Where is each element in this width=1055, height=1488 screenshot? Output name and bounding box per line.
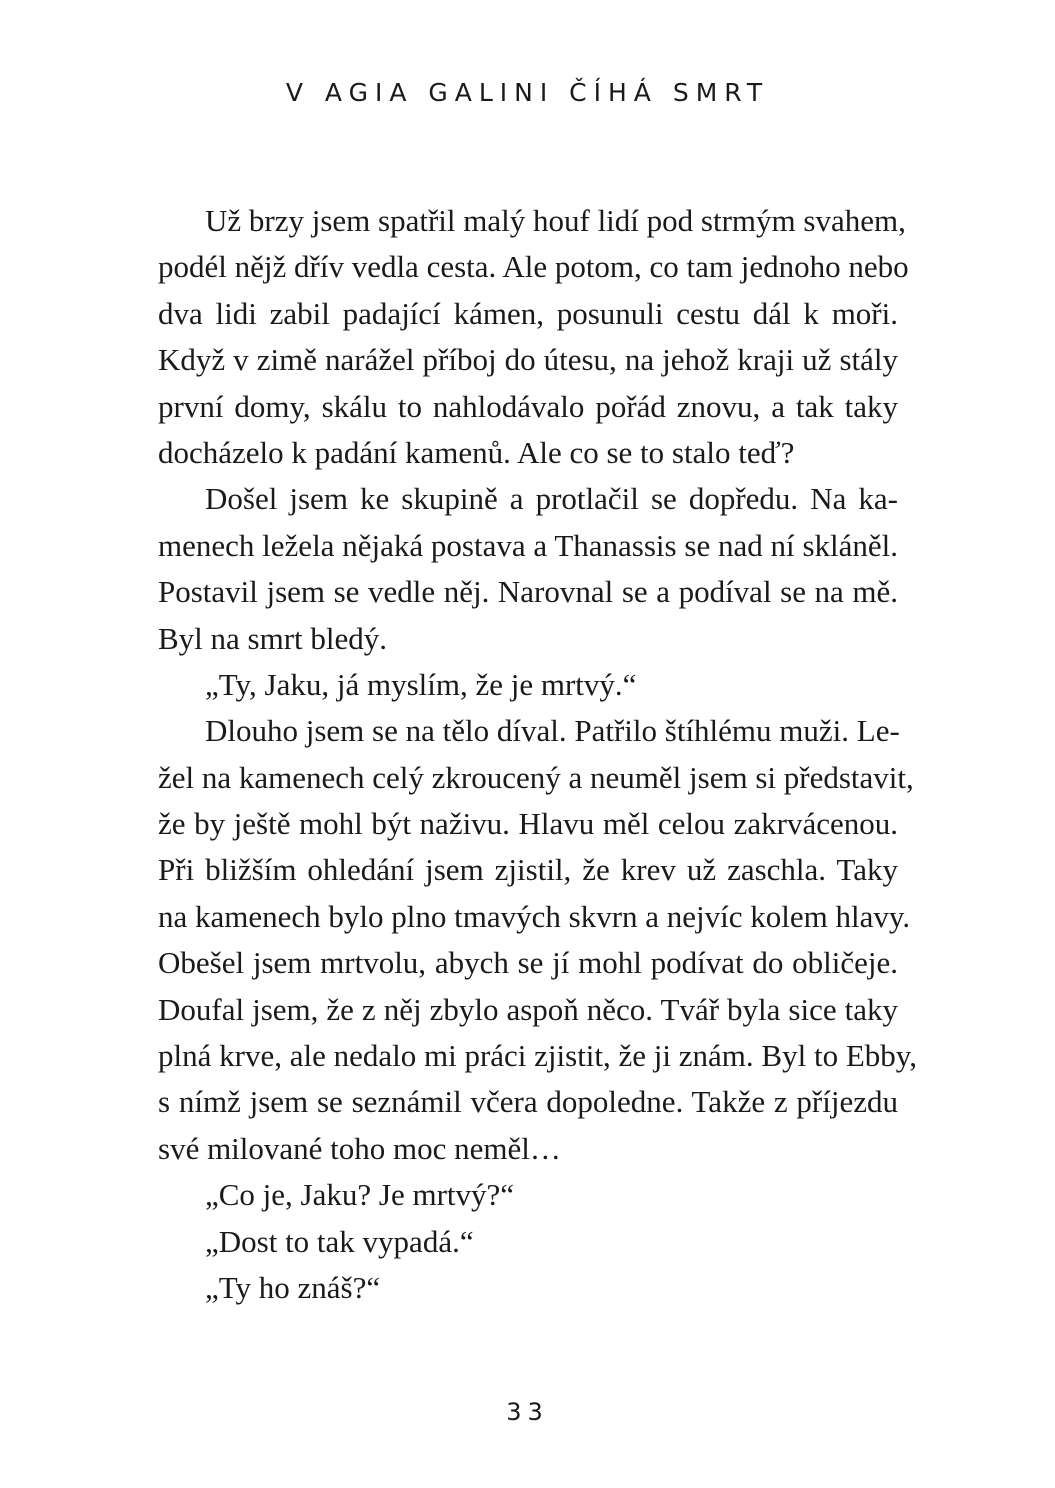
text-line: plná krve, ale nedalo mi práci zjistit, že ji znám. Byl to Ebby, [158, 1038, 917, 1074]
text-line: Při bližším ohledání jsem zjistil, že krev už zaschla. Taky [158, 852, 898, 888]
text-line: Obešel jsem mrtvolu, abych se jí mohl podívat do obličeje. [158, 945, 898, 981]
text-line: s nímž jsem se seznámil včera dopoledne. Takže z příjezdu [158, 1084, 898, 1120]
text-line: „Ty, Jaku, já myslím, že je mrtvý.“ [205, 666, 637, 702]
body-text [158, 198, 917, 1311]
text-line: Postavil jsem se vedle něj. Narovnal se a podíval se na mě. [158, 574, 898, 610]
running-head: V AGIA GALINI ČÍHÁ SMRT [285, 78, 770, 107]
text-line: dva lidi zabil padající kámen, posunuli cestu dál k moři. [158, 295, 898, 331]
text-line: Byl na smrt bledý. [158, 620, 388, 656]
text-line: žel na kamenech celý zkroucený a neuměl jsem si představit, [158, 759, 914, 795]
text-line: na kamenech bylo plno tmavých skvrn a nejvíc kolem hlavy. [158, 898, 911, 934]
page-number: 33 [506, 1398, 549, 1426]
text-line: „Ty ho znáš?“ [205, 1269, 381, 1305]
text-line: „Co je, Jaku? Je mrtvý?“ [205, 1177, 515, 1213]
text-line: menech ležela nějaká postava a Thanassis se nad ní skláněl. [158, 527, 898, 563]
text-line: první domy, skálu to nahlodávalo pořád znovu, a tak taky [158, 388, 898, 424]
text-line: docházelo k padání kamenů. Ale co se to stalo teď? [158, 434, 795, 470]
text-line: podél nějž dřív vedla cesta. Ale potom, co tam jednoho nebo [158, 249, 909, 285]
text-line: Došel jsem ke skupině a protlačil se dopředu. Na ka- [205, 481, 898, 517]
text-line: Doufal jsem, že z něj zbylo aspoň něco. Tvář byla sice taky [158, 991, 898, 1027]
text-line: že by ještě mohl být naživu. Hlavu měl celou zakrvácenou. [158, 806, 898, 842]
text-line: „Dost to tak vypadá.“ [205, 1223, 474, 1259]
text-line: Už brzy jsem spatřil malý houf lidí pod strmým svahem, [205, 203, 906, 238]
text-line: své milované toho moc neměl… [158, 1130, 561, 1166]
text-line: Dlouho jsem se na tělo díval. Patřilo štíhlému muži. Le- [205, 713, 900, 749]
text-line: Když v zimě narážel příboj do útesu, na jehož kraji už stály [158, 342, 898, 378]
